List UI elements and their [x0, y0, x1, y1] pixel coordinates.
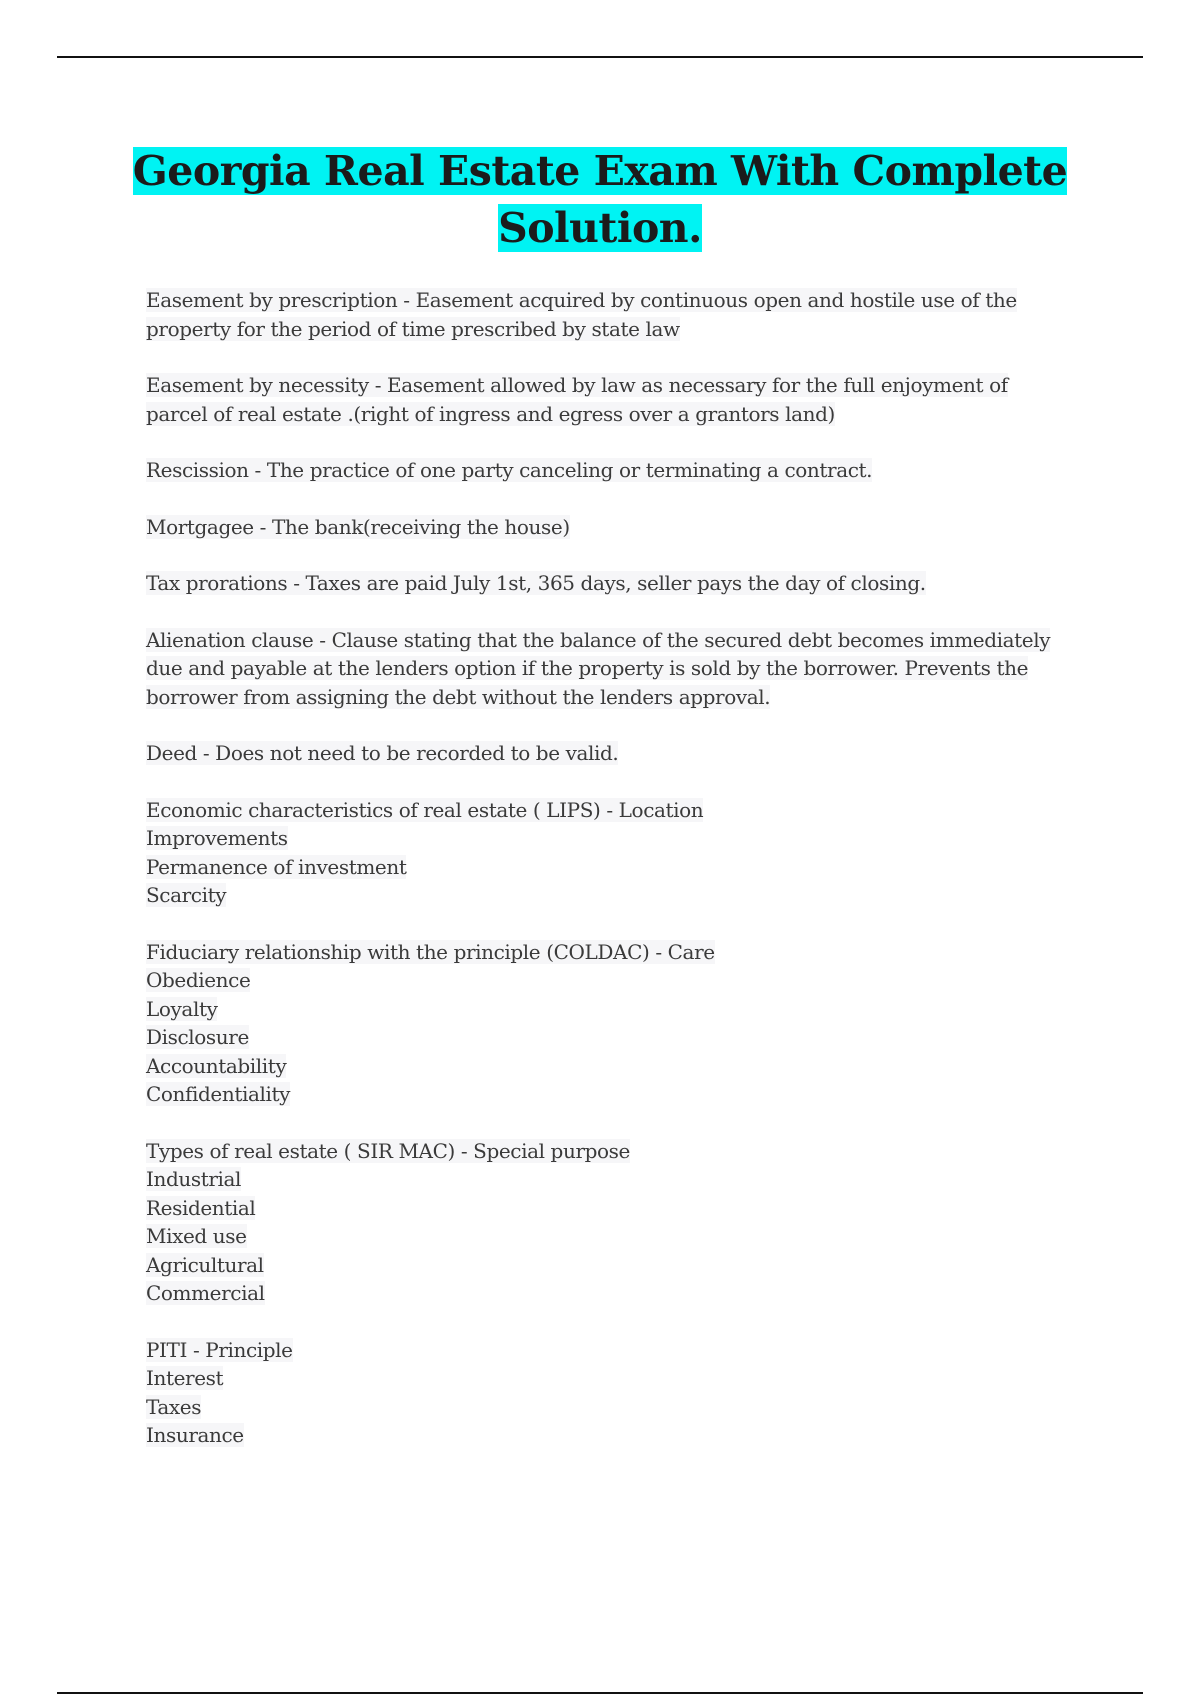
entry-deed [146, 739, 1106, 768]
entry-line: Scarcity [146, 883, 227, 907]
entry-line: property for the period of time prescribed by state law [146, 316, 680, 341]
entry-line: Taxes [146, 1394, 202, 1419]
entry-easement-by-necessity [146, 371, 1106, 428]
entry-line: Alienation clause - Clause stating that the balance of the secured debt becomes immediately [146, 627, 1051, 652]
entry-line: Agricultural [146, 1252, 264, 1277]
entry-line: Types of real estate ( SIR MAC) - Special purpose [146, 1138, 630, 1163]
entry-line: Mortgagee - The bank(receiving the house) [146, 514, 570, 539]
entry-line: Disclosure [146, 1025, 249, 1049]
entry-line: Residential [146, 1195, 256, 1220]
entry-line: parcel of real estate .(right of ingress and egress over a grantors land) [146, 401, 835, 426]
entry-line: Permanence of investment [146, 854, 407, 879]
entry-line: PITI - Principle [146, 1337, 293, 1362]
bottom-rule [57, 1692, 1143, 1694]
entry-line: Tax prorations - Taxes are paid July 1st, 365 days, seller pays the day of closing. [146, 571, 926, 595]
page-title [100, 143, 1100, 257]
entry-line: Interest [146, 1366, 224, 1390]
entry-line: Commercial [146, 1281, 265, 1305]
entry-line: Rescission - The practice of one party canceling or terminating a contract. [146, 458, 873, 482]
entry-tax-prorations [146, 569, 1106, 598]
entry-line: due and payable at the lenders option if the property is sold by the borrower. Prevents the [146, 656, 1029, 680]
entry-line: Improvements [146, 826, 288, 850]
entry-easement-by-prescription [146, 286, 1106, 343]
entry-line: Loyalty [146, 996, 218, 1021]
entry-line: Industrial [146, 1167, 242, 1191]
entry-fiduciary-relationship [146, 938, 1106, 1109]
entry-line: Fiduciary relationship with the principle (COLDAC) - Care [146, 939, 715, 964]
entry-line: Easement by prescription - Easement acquired by continuous open and hostile use of the [146, 288, 1017, 312]
entry-line: Insurance [146, 1423, 244, 1447]
entry-mortgagee [146, 513, 1106, 542]
entry-line: Easement by necessity - Easement allowed by law as necessary for the full enjoyment of [146, 373, 1008, 397]
entry-line: Obedience [146, 968, 251, 992]
title-line-1: Georgia Real Estate Exam With Complete [132, 147, 1068, 195]
entry-rescission [146, 456, 1106, 485]
entry-line: Accountability [146, 1053, 287, 1078]
entry-line: Confidentiality [146, 1082, 291, 1106]
entry-line: Deed - Does not need to be recorded to be valid. [146, 741, 619, 765]
title-line-2: Solution. [498, 204, 702, 252]
entry-line: borrower from assigning the debt without the lenders approval. [146, 684, 771, 709]
top-rule [57, 56, 1143, 58]
entry-line: Economic characteristics of real estate ( LIPS) - Location [146, 797, 704, 822]
entry-economic-characteristics [146, 796, 1106, 910]
entry-alienation-clause [146, 626, 1106, 712]
flashcard-list [146, 286, 1106, 1478]
entry-piti [146, 1336, 1106, 1450]
entry-types-of-real-estate [146, 1137, 1106, 1308]
entry-line: Mixed use [146, 1224, 247, 1248]
